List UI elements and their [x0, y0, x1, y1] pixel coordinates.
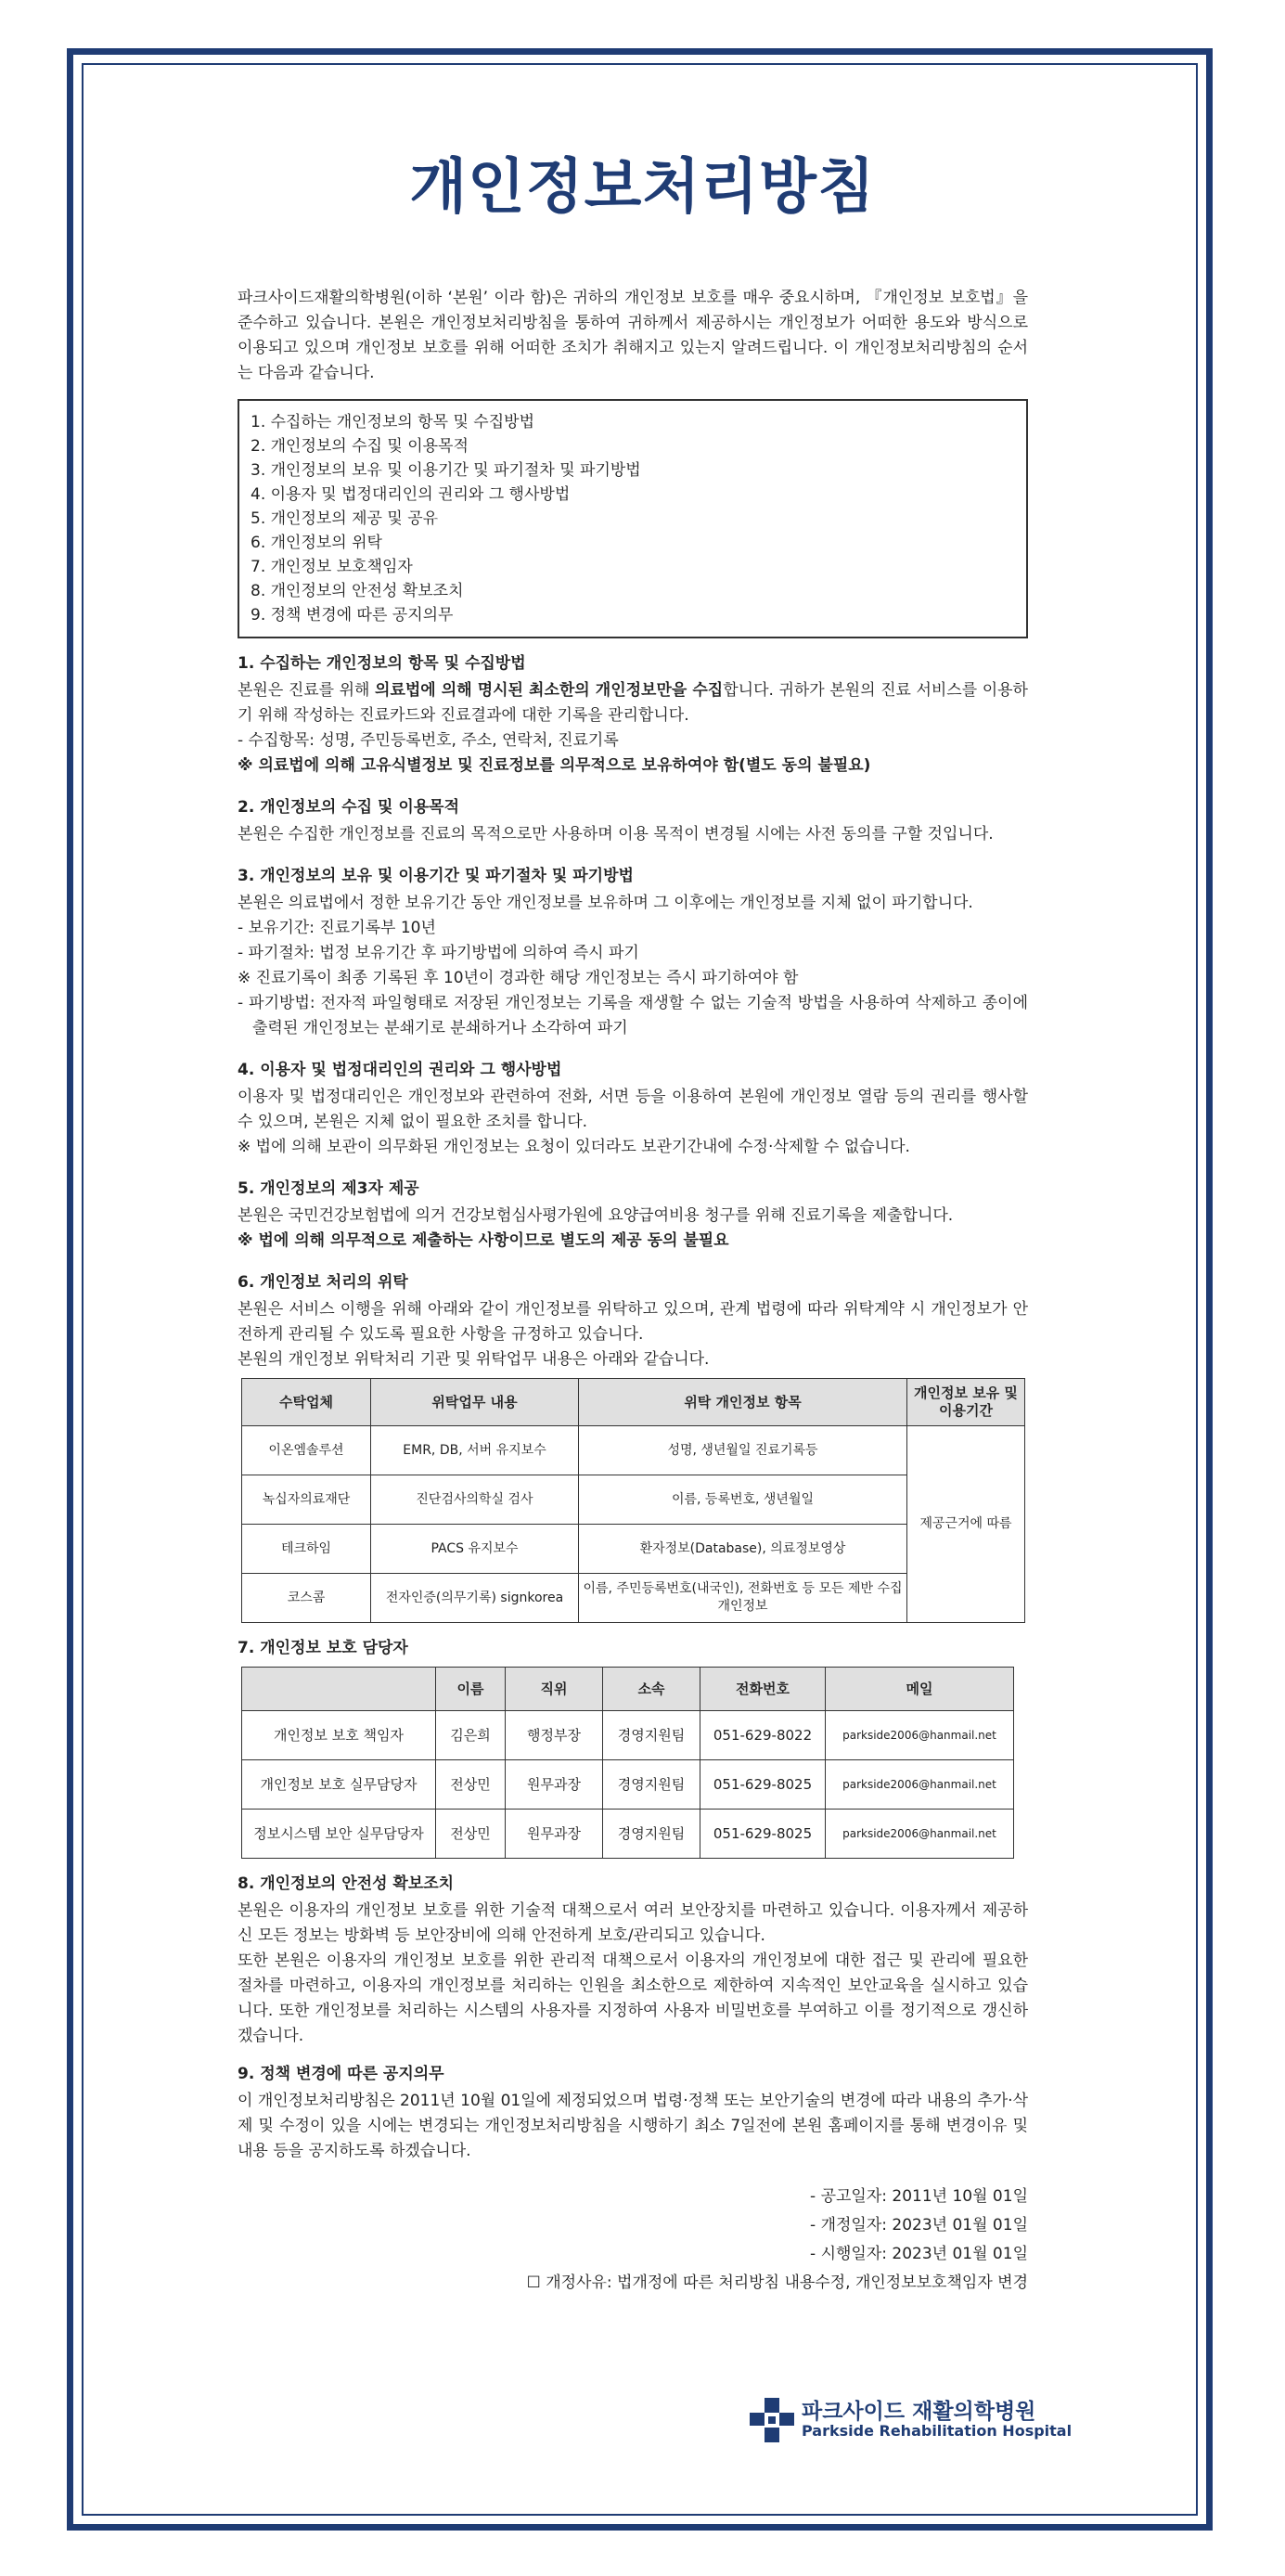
table-cell: 코스콤 [242, 1574, 371, 1623]
table-cell: 원무과장 [506, 1760, 603, 1810]
section-8-paragraph: 본원은 이용자의 개인정보 보호를 위한 기술적 대책으로서 여러 보안장치를 마련하고 있습니다. 이용자께서 제공하신 모든 정보는 방화벽 등 보안장비에 의해 안전하게 보호/관리되고 있습니다. [238, 1901, 1028, 1945]
section-3-line: - 파기절차: 법정 보유기간 후 파기방법에 의하여 즉시 파기 [238, 944, 639, 962]
toc-item: 1. 수집하는 개인정보의 항목 및 수집방법 [251, 413, 534, 431]
section-1-text: 합니다. 귀하가 본원의 진료 서비스를 이용하기 위해 작성하는 진료카드와 진료결과에 대한 기록을 관리합니다. [238, 681, 1028, 725]
section-5-heading: 5. 개인정보의 제3자 제공 [238, 1179, 419, 1198]
announce-date: - 공고일자: 2011년 10월 01일 [810, 2187, 1028, 2206]
table-cell: 정보시스템 보안 실무담당자 [242, 1810, 436, 1859]
section-2-paragraph: 본원은 수집한 개인정보를 진료의 목적으로만 사용하며 이용 목적이 변경될 시에는 사전 동의를 구할 것입니다. [238, 825, 994, 844]
section-4-heading: 4. 이용자 및 법정대리인의 권리와 그 행사방법 [238, 1061, 562, 1079]
section-5-note: ※ 법에 의해 의무적으로 제출하는 사항이므로 별도의 제공 동의 불필요 [238, 1231, 729, 1250]
table-row [242, 1711, 1014, 1760]
table-cell: 김은희 [436, 1711, 506, 1760]
table-cell: 051-629-8022 [700, 1711, 826, 1760]
revision-date: - 개정일자: 2023년 01월 01일 [810, 2216, 1028, 2235]
table-header-cell: 직위 [506, 1668, 603, 1711]
table-cell: 051-629-8025 [700, 1760, 826, 1810]
table-row [242, 1760, 1014, 1810]
section-3-line: - 보유기간: 진료기록부 10년 [238, 919, 436, 937]
hospital-cross-icon [750, 2396, 794, 2442]
toc-item: 9. 정책 변경에 따른 공지의무 [251, 606, 454, 625]
table-row [242, 1426, 1025, 1475]
section-3-line: - 파기방법: 전자적 파일형태로 저장된 개인정보는 기록을 재생할 수 없는 기술적 방법을 사용하여 삭제하고 종이에 출력된 개인정보는 분쇄기로 분쇄하거나 소각하여 파기 [238, 994, 1028, 1037]
outsourcing-table [241, 1378, 1025, 1623]
table-of-contents [238, 399, 1028, 638]
section-1-heading: 1. 수집하는 개인정보의 항목 및 수집방법 [238, 654, 526, 673]
section-6-paragraph: 본원의 개인정보 위탁처리 기관 및 위탁업무 내용은 아래와 같습니다. [238, 1350, 710, 1369]
section-6-heading: 6. 개인정보 처리의 위탁 [238, 1273, 408, 1292]
section-3-line: ※ 진료기록이 최종 기록된 후 10년이 경과한 해당 개인정보는 즉시 파기하여야 함 [238, 969, 799, 987]
table-cell: PACS 유지보수 [371, 1525, 579, 1574]
table-cell: EMR, DB, 서버 유지보수 [371, 1426, 579, 1475]
table-header-row [242, 1379, 1025, 1426]
table-header-cell: 수탁업체 [242, 1379, 371, 1426]
table-cell: 개인정보 보호 실무담당자 [242, 1760, 436, 1810]
section-7-heading: 7. 개인정보 보호 담당자 [238, 1639, 408, 1657]
table-header-row [242, 1668, 1014, 1711]
table-cell: 전자인증(의무기록) signkorea [371, 1574, 579, 1623]
table-cell-email: parkside2006@hanmail.net [826, 1760, 1014, 1810]
section-3-paragraph: 본원은 의료법에서 정한 보유기간 동안 개인정보를 보유하며 그 이후에는 개인정보를 지체 없이 파기합니다. [238, 894, 973, 912]
table-cell: 진단검사의학실 검사 [371, 1475, 579, 1525]
page-title: 개인정보처리방침 [409, 153, 876, 222]
intro-paragraph: 파크사이드재활의학병원(이하 ‘본원’ 이라 함)은 귀하의 개인정보 보호를 매우 중요시하며, 『개인정보 보호법』을 준수하고 있습니다. 본원은 개인정보처리방침을 통하여 귀하께서 제공하시는 개인정보가 어떠한 용도와 방식으로 이용되고 있으며 개인정보 보호를 위해 어떠한 조치가 취해지고 있는지 알려드립니다. 이 개인정보처리방침의 순서는 다음과 같습니다. [238, 289, 1028, 382]
section-6-paragraph: 본원은 서비스 이행을 위해 아래와 같이 개인정보를 위탁하고 있으며, 관계 법령에 따라 위탁계약 시 개인정보가 안전하게 관리될 수 있도록 필요한 사항을 규정하고 있습니다. [238, 1300, 1028, 1344]
section-1-items: - 수집항목: 성명, 주민등록번호, 주소, 연락처, 진료기록 [238, 731, 619, 750]
toc-item: 7. 개인정보 보호책임자 [251, 558, 413, 576]
section-1-text: 본원은 진료를 위해 [238, 681, 376, 700]
section-9-paragraph: 이 개인정보처리방침은 2011년 10월 01일에 제정되었으며 법령·정책 또는 보안기술의 변경에 따라 내용의 추가·삭제 및 수정이 있을 시에는 변경되는 개인정보처리방침을 시행하기 최소 7일전에 본원 홈페이지를 통해 변경이유 및 내용 등을 공지하도록 하겠습니다. [238, 2092, 1028, 2160]
table-header-cell: 위탁업무 내용 [371, 1379, 579, 1426]
hospital-name-korean: 파크사이드 재활의학병원 [802, 2400, 1036, 2424]
table-cell: 성명, 생년월일 진료기록등 [579, 1426, 907, 1475]
table-header-cell: 메일 [826, 1668, 1014, 1711]
toc-item: 4. 이용자 및 법정대리인의 권리와 그 행사방법 [251, 485, 571, 504]
table-cell: 녹십자의료재단 [242, 1475, 371, 1525]
section-4-note: ※ 법에 의해 보관이 의무화된 개인정보는 요청이 있더라도 보관기간내에 수정·삭제할 수 없습니다. [238, 1138, 910, 1156]
hospital-name-english: Parkside Rehabilitation Hospital [802, 2422, 1073, 2440]
hospital-logo [750, 2392, 1073, 2446]
table-cell: 환자정보(Database), 의료정보영상 [579, 1525, 907, 1574]
toc-item: 5. 개인정보의 제공 및 공유 [251, 509, 439, 528]
section-1-note: ※ 의료법에 의해 고유식별정보 및 진료정보를 의무적으로 보유하여야 함(별도 동의 불필요) [238, 756, 871, 775]
table-header-cell: 이름 [436, 1668, 506, 1711]
table-header-cell: 개인정보 보유 및 이용기간 [907, 1379, 1025, 1426]
section-8-paragraph: 또한 본원은 이용자의 개인정보 보호를 위한 관리적 대책으로서 이용자의 개인정보에 대한 접근 및 관리에 필요한 절차를 마련하고, 이용자의 개인정보를 처리하는 인원을 최소한으로 제한하여 지속적인 보안교육을 실시하고 있습니다. 또한 개인정보를 처리하는 시스템의 사용자를 지정하여 사용자 비밀번호를 부여하고 이를 정기적으로 갱신하겠습니다. [238, 1951, 1028, 2045]
table-header-cell: 전화번호 [700, 1668, 826, 1711]
toc-item: 6. 개인정보의 위탁 [251, 534, 382, 552]
section-4-paragraph: 이용자 및 법정대리인은 개인정보와 관련하여 전화, 서면 등을 이용하여 본원에 개인정보 열람 등의 권리를 행사할 수 있으며, 본원은 지체 없이 필요한 조치를 합니다. [238, 1088, 1028, 1131]
table-cell: 원무과장 [506, 1810, 603, 1859]
section-3-heading: 3. 개인정보의 보유 및 이용기간 및 파기절차 및 파기방법 [238, 867, 634, 885]
table-header-cell: 위탁 개인정보 항목 [579, 1379, 907, 1426]
toc-item: 8. 개인정보의 안전성 확보조치 [251, 582, 464, 600]
revision-dates [238, 2183, 1028, 2298]
effective-date: - 시행일자: 2023년 01월 01일 [810, 2245, 1028, 2263]
table-row [242, 1810, 1014, 1859]
table-header-cell: 소속 [603, 1668, 700, 1711]
revision-reason: ☐ 개정사유: 법개정에 따른 처리방침 내용수정, 개인정보보호책임자 변경 [526, 2273, 1028, 2292]
table-cell: 경영지원팀 [603, 1760, 700, 1810]
section-2-heading: 2. 개인정보의 수집 및 이용목적 [238, 798, 460, 817]
policy-content [238, 286, 1028, 2298]
table-cell-email: parkside2006@hanmail.net [826, 1711, 1014, 1760]
table-cell: 이름, 주민등록번호(내국인), 전화번호 등 모든 제반 수집 개인정보 [579, 1574, 907, 1623]
table-cell: 테크하임 [242, 1525, 371, 1574]
table-cell: 경영지원팀 [603, 1711, 700, 1760]
table-cell: 행정부장 [506, 1711, 603, 1760]
table-cell: 이온엠솔루션 [242, 1426, 371, 1475]
table-cell: 051-629-8025 [700, 1810, 826, 1859]
toc-item: 3. 개인정보의 보유 및 이용기간 및 파기절차 및 파기방법 [251, 461, 641, 480]
table-cell: 이름, 등록번호, 생년월일 [579, 1475, 907, 1525]
table-header-cell [242, 1668, 436, 1711]
privacy-officer-table [241, 1667, 1014, 1859]
section-5-paragraph: 본원은 국민건강보험법에 의거 건강보험심사평가원에 요양급여비용 청구를 위해 진료기록을 제출합니다. [238, 1206, 954, 1225]
section-8-heading: 8. 개인정보의 안전성 확보조치 [238, 1874, 455, 1893]
table-cell: 경영지원팀 [603, 1810, 700, 1859]
section-9-heading: 9. 정책 변경에 따른 공지의무 [238, 2065, 444, 2083]
table-cell: 전상민 [436, 1810, 506, 1859]
toc-item: 2. 개인정보의 수집 및 이용목적 [251, 437, 469, 456]
table-cell-period: 제공근거에 따름 [907, 1426, 1025, 1623]
table-cell-email: parkside2006@hanmail.net [826, 1810, 1014, 1859]
section-1-paragraph [238, 678, 1028, 728]
table-cell: 전상민 [436, 1760, 506, 1810]
table-cell: 개인정보 보호 책임자 [242, 1711, 436, 1760]
section-1-emphasis: 의료법에 의해 명시된 최소한의 개인정보만을 수집 [375, 681, 724, 700]
